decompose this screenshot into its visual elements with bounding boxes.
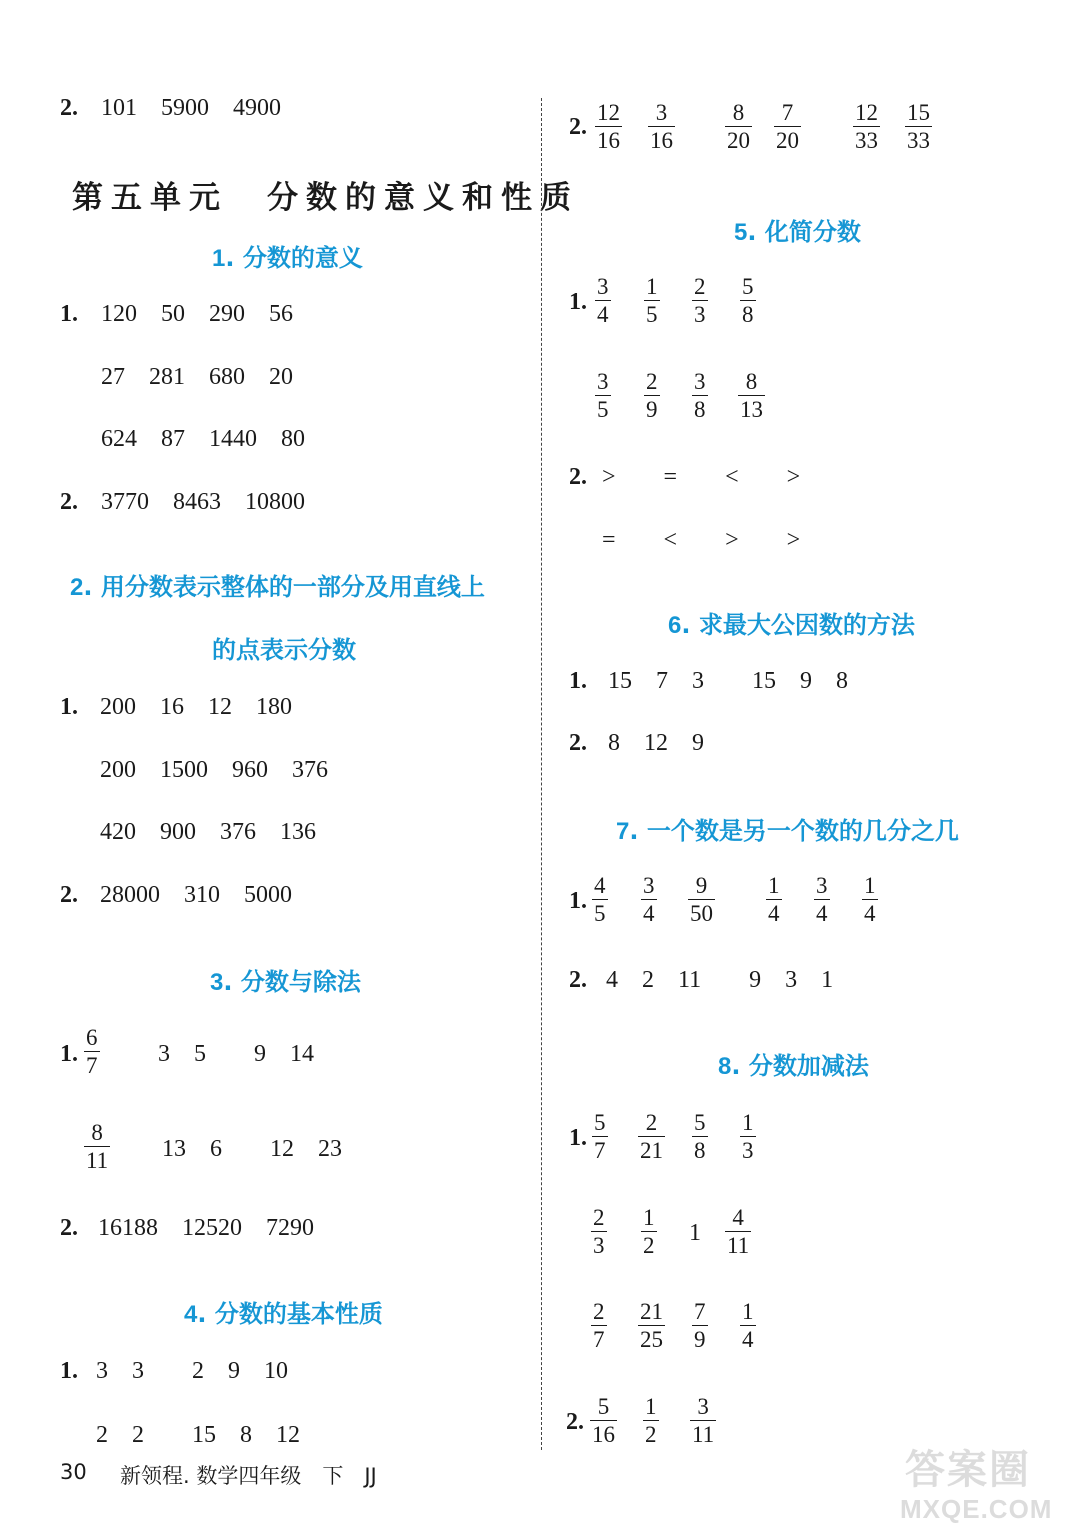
item-label: 2. [569,967,587,993]
denominator: 16 [650,128,673,153]
item-label: 1. [60,301,78,327]
numerator: 12 [855,100,878,125]
section-title [668,605,915,640]
section-title [212,238,363,273]
fraction [84,1025,100,1079]
denominator: 4 [643,901,655,926]
section-title-text: . 分数与除法 [223,968,361,996]
section-title-text: . 一个数是另一个数的几分之几 [629,817,959,845]
section-number: 6 [668,612,682,639]
numerator: 3 [694,369,706,394]
fraction [638,1110,665,1164]
numerator: 6 [86,1025,98,1050]
answer-row: 101 5900 4900 [101,95,281,121]
answer-row: 120 50 290 56 [101,301,293,327]
numerator: 5 [694,1110,706,1135]
numerator: 21 [640,1299,663,1324]
denominator: 25 [640,1327,663,1352]
item-label: 2. [569,464,587,490]
fraction [595,369,611,423]
answer-row: 15 7 3 15 9 8 [608,668,848,694]
numerator: 2 [646,369,658,394]
column-divider [541,98,542,1450]
answer-row: 624 87 1440 80 [101,426,305,452]
answer-row: 200 16 12 180 [100,694,292,720]
denominator: 16 [597,128,620,153]
denominator: 8 [694,1138,706,1163]
watermark-url: MXQE.COM [900,1494,1053,1524]
item-label: 2. [566,1409,584,1435]
fraction [692,274,708,328]
denominator: 2 [643,1233,655,1258]
denominator: 7 [594,1138,606,1163]
section-title-line2: 的点表示分数 [212,636,356,664]
section-number: 1 [212,245,226,272]
denominator: 20 [776,128,799,153]
denominator: 5 [594,901,606,926]
numerator: 1 [742,1110,754,1135]
fraction [690,1394,716,1448]
numerator: 3 [697,1394,709,1419]
answer-row: 28000 310 5000 [100,882,292,908]
denominator: 3 [593,1233,605,1258]
denominator: 33 [907,128,930,153]
fraction [688,873,715,927]
numerator: 1 [645,1394,657,1419]
fraction [853,100,880,154]
denominator: 3 [742,1138,754,1163]
denominator: 21 [640,1138,663,1163]
numerator: 15 [907,100,930,125]
numerator: 2 [593,1299,605,1324]
fraction [738,369,765,423]
denominator: 8 [694,397,706,422]
numerator: 7 [781,100,794,125]
numerator: 3 [655,100,668,125]
fraction [774,100,801,154]
section-title-text: . 求最大公因数的方法 [681,611,915,639]
denominator: 4 [864,901,876,926]
book-title: 新领程. 数学四年级 下 JJ [120,1464,377,1488]
item-label: 1. [569,289,587,315]
numerator: 8 [732,100,745,125]
answer-row: = < > > [602,527,801,553]
fraction [643,1394,659,1448]
section-title [210,962,361,997]
section-title-text: . 化简分数 [747,218,861,246]
denominator: 7 [593,1327,605,1352]
numerator: 2 [593,1205,605,1230]
fraction [590,1394,617,1448]
fraction [692,1299,708,1353]
fraction [766,873,782,927]
answer-row: 3 5 9 14 [158,1041,314,1067]
item-label: 1. [569,668,587,694]
page-number: 30 [60,1460,87,1484]
item-label: 1. [60,694,78,720]
numerator: 5 [742,274,754,299]
section-number: 5 [734,219,748,246]
section-title [616,811,959,846]
numerator: 8 [91,1120,103,1145]
item-label: 2. [60,882,78,908]
fraction [644,369,660,423]
fraction [905,100,932,154]
denominator: 50 [690,901,713,926]
fraction [740,1110,756,1164]
answer-row: 200 1500 960 376 [100,757,328,783]
numerator: 3 [597,274,609,299]
denominator: 4 [597,302,609,327]
numerator: 12 [597,100,620,125]
unit-title: 第五单元 分数的意义和性质 [72,180,579,216]
fraction [692,1110,708,1164]
section-title-text: . 分数的基本性质 [197,1300,383,1328]
section-number: 7 [616,818,630,845]
denominator: 2 [645,1422,657,1447]
section-title-text: . 分数加减法 [731,1052,869,1080]
answer-row: 2 2 15 8 12 [96,1422,300,1448]
answer-row: 27 281 680 20 [101,364,293,390]
item-label: 1. [60,1358,78,1384]
fraction [595,274,611,328]
fraction [725,1205,751,1259]
numerator: 1 [646,274,658,299]
denominator: 5 [597,397,609,422]
section-number: 8 [718,1053,732,1080]
denominator: 11 [727,1233,750,1258]
item-label: 1. [569,1125,587,1151]
fraction [862,873,878,927]
fraction [591,1205,607,1259]
denominator: 11 [86,1148,109,1173]
fraction [84,1120,110,1174]
fraction [592,873,608,927]
answer-row: 3 3 2 9 10 [96,1358,288,1384]
whole-number: 1 [689,1220,701,1246]
fraction [638,1299,665,1353]
denominator: 13 [740,397,763,422]
item-label: 1. [60,1041,78,1067]
answer-row: 420 900 376 136 [100,819,316,845]
numerator: 4 [732,1205,744,1230]
denominator: 4 [742,1327,754,1352]
item-label: 2. [60,489,78,515]
section-number: 4 [184,1301,198,1328]
numerator: 3 [816,873,828,898]
fraction [740,274,756,328]
fraction [595,100,622,154]
answer-row: 4 2 11 9 3 1 [606,967,834,993]
section-number: 2 [70,574,84,601]
numerator: 9 [695,873,708,898]
fraction [740,1299,756,1353]
fraction [814,873,830,927]
denominator: 5 [646,302,658,327]
item-label: 2. [569,114,587,140]
item-label: 1. [569,888,587,914]
numerator: 5 [594,1110,606,1135]
item-label: 2. [60,95,78,121]
denominator: 9 [694,1327,706,1352]
section-title [734,212,861,247]
answer-row: 16188 12520 7290 [98,1215,314,1241]
numerator: 1 [768,873,780,898]
section-title-text: . 分数的意义 [225,244,363,272]
numerator: 2 [645,1110,658,1135]
answer-row: 13 6 12 23 [162,1136,342,1162]
fraction [641,873,657,927]
denominator: 4 [816,901,828,926]
numerator: 2 [694,274,706,299]
numerator: 4 [594,873,606,898]
denominator: 33 [855,128,878,153]
denominator: 8 [742,302,754,327]
fraction [648,100,675,154]
fraction [591,1299,607,1353]
section-title [70,567,485,602]
denominator: 3 [694,302,706,327]
fraction [725,100,752,154]
section-title-text: . 用分数表示整体的一部分及用直线上 [83,573,485,601]
numerator: 3 [643,873,655,898]
answer-row: > = < > [602,464,801,490]
fraction [644,274,660,328]
fraction [692,369,708,423]
numerator: 5 [597,1394,610,1419]
fraction [592,1110,608,1164]
section-title [718,1046,869,1081]
denominator: 7 [86,1053,98,1078]
numerator: 1 [643,1205,655,1230]
answer-row: 3770 8463 10800 [101,489,305,515]
item-label: 2. [60,1215,78,1241]
fraction [641,1205,657,1259]
watermark-logo: 答案圈 [905,1448,1031,1492]
denominator: 9 [646,397,658,422]
numerator: 1 [864,873,876,898]
answer-row: 8 12 9 [608,730,704,756]
denominator: 11 [692,1422,715,1447]
numerator: 7 [694,1299,706,1324]
numerator: 3 [597,369,609,394]
section-number: 3 [210,969,224,996]
numerator: 1 [742,1299,754,1324]
denominator: 4 [768,901,780,926]
denominator: 20 [727,128,750,153]
item-label: 2. [569,730,587,756]
denominator: 16 [592,1422,615,1447]
numerator: 8 [745,369,758,394]
section-title [184,1294,383,1329]
